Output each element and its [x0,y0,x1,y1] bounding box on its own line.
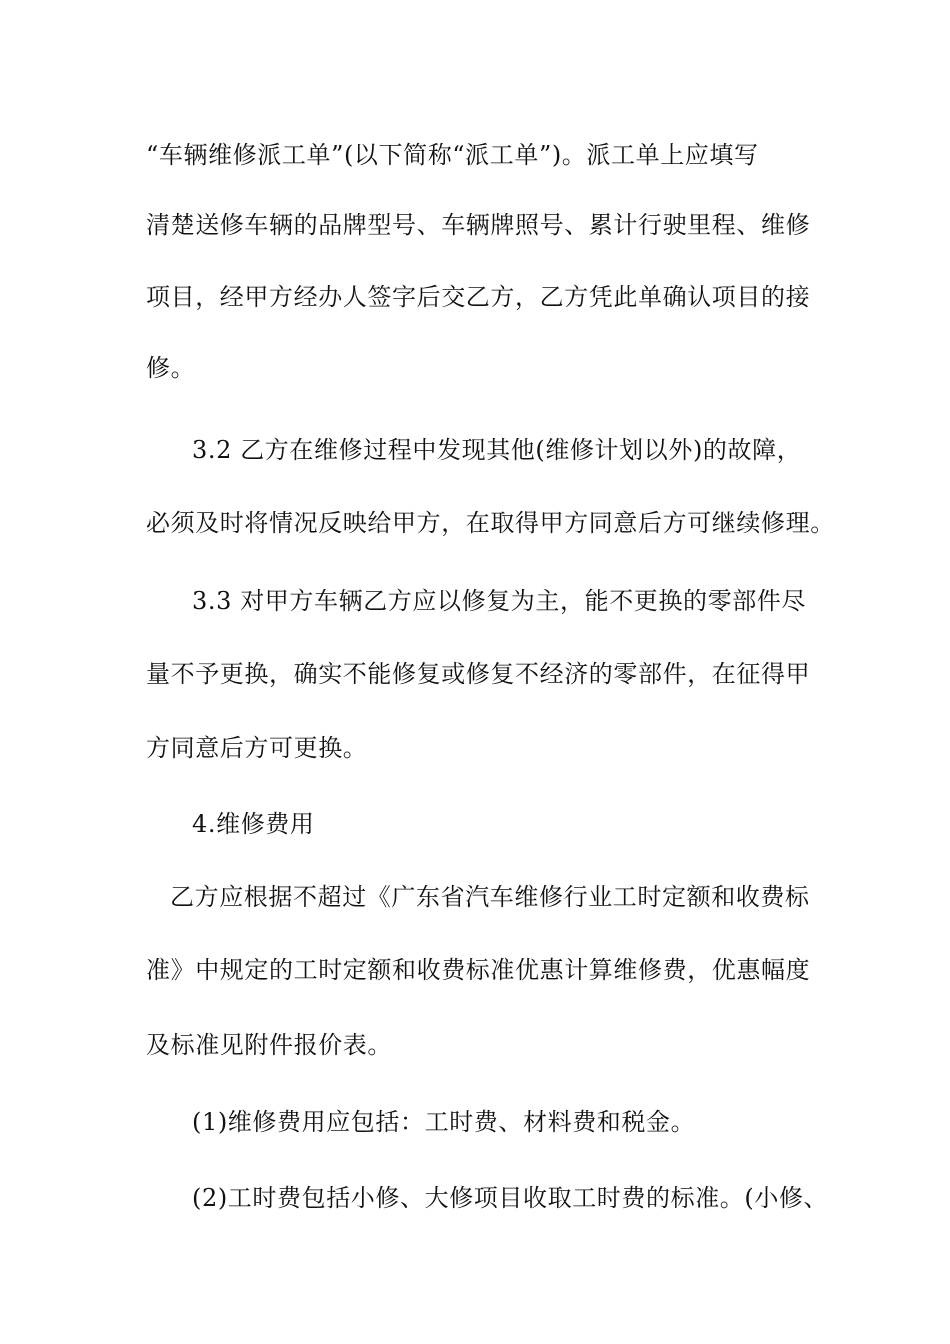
paragraph-line: 项目，经甲方经办人签字后交乙方，乙方凭此单确认项目的接 [146,283,811,311]
list-item-2: (2)工时费包括小修、大修项目收取工时费的标准。(小修、 [192,1184,829,1212]
section-3-2-line: 3.2 乙方在维修过程中发现其他(维修计划以外)的故障， [192,436,802,464]
section-heading-4: 4.维修费用 [192,810,315,838]
list-item-1: (1)维修费用应包括：工时费、材料费和税金。 [192,1108,696,1136]
paragraph-line: 及标准见附件报价表。 [146,1031,392,1059]
paragraph-line: 准》中规定的工时定额和收费标准优惠计算维修费，优惠幅度 [146,956,811,984]
paragraph-line: “车辆维修派工单”(以下简称“派工单”)。派工单上应填写 [146,141,759,169]
section-3-3-line: 3.3 对甲方车辆乙方应以修复为主，能不更换的零部件尽 [192,587,806,615]
paragraph-line: 量不予更换，确实不能修复或修复不经济的零部件，在征得甲 [146,660,811,688]
paragraph-line: 乙方应根据不超过《广东省汽车维修行业工时定额和收费标 [170,883,810,911]
paragraph-line: 清楚送修车辆的品牌型号、车辆牌照号、累计行驶里程、维修 [146,211,811,239]
paragraph-line: 方同意后方可更换。 [146,734,368,762]
paragraph-line: 修。 [146,354,196,382]
paragraph-line: 必须及时将情况反映给甲方，在取得甲方同意后方可继续修理。 [146,509,835,537]
